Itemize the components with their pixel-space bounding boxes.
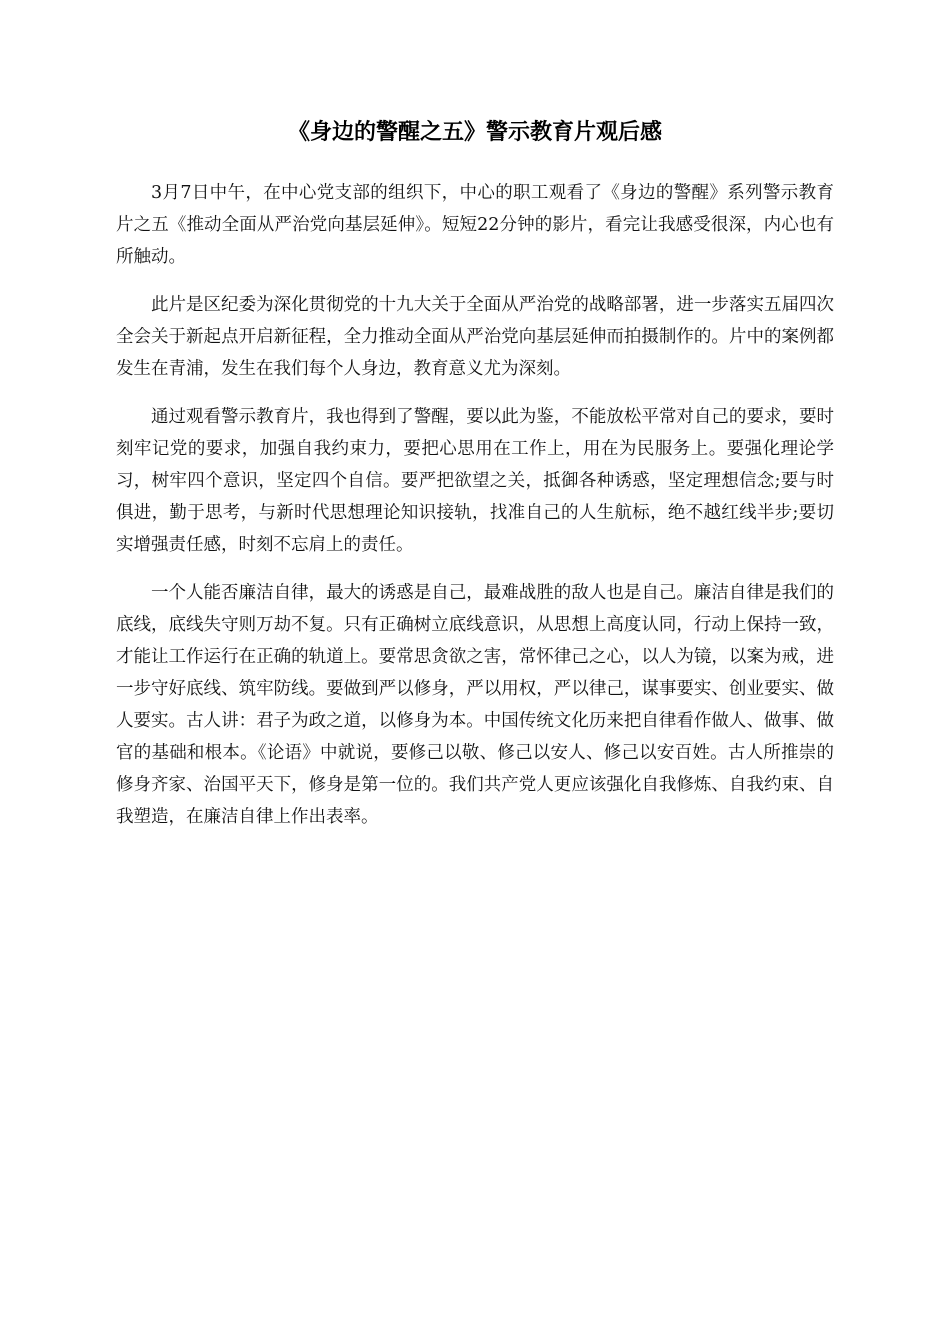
document-body — [116, 177, 834, 849]
paragraph-4: 一个人能否廉洁自律，最大的诱惑是自己，最难战胜的敌人也是自己。廉洁自律是我们的底线，底线失守则万劫不复。只有正确树立底线意识，从思想上高度认同，行动上保持一致，才能让工作运行在正确的轨道上。要常思贪欲之害，常怀律己之心，以人为镜，以案为戒，进一步守好底线、筑牢防线。要做到严以修身，严以用权，严以律己，谋事要实、创业要实、做人要实。古人讲：君子为政之道，以修身为本。中国传统文化历来把自律看作做人、做事、做官的基础和根本。《论语》中就说，要修己以敬、修己以安人、修己以安百姓。古人所推崇的修身齐家、治国平天下，修身是第一位的。我们共产党人更应该强化自我修炼、自我约束、自我塑造，在廉洁自律上作出表率。 — [116, 583, 834, 827]
paragraph-1: 3月7日中午，在中心党支部的组织下，中心的职工观看了《身边的警醒》系列警示教育片之五《推动全面从严治党向基层延伸》。短短22分钟的影片，看完让我感受很深，内心也有所触动。 — [116, 183, 834, 267]
document-title: 《身边的警醒之五》警示教育片观后感 — [287, 120, 662, 145]
paragraph-2: 此片是区纪委为深化贯彻党的十九大关于全面从严治党的战略部署，进一步落实五届四次全会关于新起点开启新征程，全力推动全面从严治党向基层延伸而拍摄制作的。片中的案例都发生在青浦，发生在我们每个人身边，教育意义尤为深刻。 — [116, 295, 834, 379]
paragraph-3: 通过观看警示教育片，我也得到了警醒，要以此为鉴，不能放松平常对自己的要求，要时刻牢记党的要求，加强自我约束力，要把心思用在工作上，用在为民服务上。要强化理论学习，树牢四个意识，坚定四个自信。要严把欲望之关，抵御各种诱惑，坚定理想信念;要与时俱进，勤于思考，与新时代思想理论知识接轨，找准自己的人生航标，绝不越红线半步;要切实增强责任感，时刻不忘肩上的责任。 — [116, 407, 834, 555]
